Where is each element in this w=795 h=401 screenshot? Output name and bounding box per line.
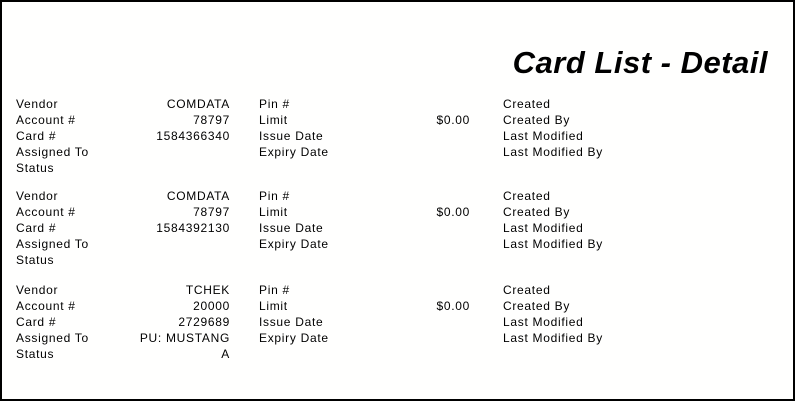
card-number-value: 1584392130 [156, 221, 230, 235]
issue-date-label: Issue Date [259, 221, 324, 235]
vendor-label: Vendor [16, 189, 59, 203]
card-record [2, 97, 795, 177]
assigned-to-label: Assigned To [16, 145, 89, 159]
limit-label: Limit [259, 299, 288, 313]
record-row [2, 221, 795, 237]
account-number-label: Account # [16, 299, 76, 313]
record-row [2, 189, 795, 205]
assigned-to-value: PU: MUSTANG [139, 331, 230, 345]
record-row [2, 253, 795, 269]
last-modified-by-label: Last Modified By [503, 145, 603, 159]
pin-label: Pin # [259, 189, 290, 203]
vendor-value: COMDATA [166, 97, 230, 111]
vendor-value: COMDATA [166, 189, 230, 203]
last-modified-by-label: Last Modified By [503, 237, 603, 251]
created-by-label: Created By [503, 113, 571, 127]
expiry-date-label: Expiry Date [259, 145, 329, 159]
card-number-label: Card # [16, 221, 57, 235]
limit-value: $0.00 [436, 299, 470, 313]
created-by-label: Created By [503, 299, 571, 313]
pin-label: Pin # [259, 97, 290, 111]
created-by-label: Created By [503, 205, 571, 219]
limit-value: $0.00 [436, 113, 470, 127]
vendor-value: TCHEK [185, 283, 230, 297]
limit-label: Limit [259, 205, 288, 219]
pin-label: Pin # [259, 283, 290, 297]
assigned-to-label: Assigned To [16, 237, 89, 251]
created-label: Created [503, 283, 551, 297]
card-number-label: Card # [16, 315, 57, 329]
assigned-to-label: Assigned To [16, 331, 89, 345]
last-modified-label: Last Modified [503, 129, 584, 143]
limit-value: $0.00 [436, 205, 470, 219]
status-value: A [221, 347, 230, 361]
issue-date-label: Issue Date [259, 129, 324, 143]
account-number-value: 78797 [193, 113, 230, 127]
account-number-label: Account # [16, 205, 76, 219]
report-title: Card List - Detail [512, 45, 768, 80]
card-number-label: Card # [16, 129, 57, 143]
last-modified-label: Last Modified [503, 221, 584, 235]
vendor-label: Vendor [16, 283, 59, 297]
record-row [2, 205, 795, 221]
record-row [2, 299, 795, 315]
record-row [2, 331, 795, 347]
status-label: Status [16, 347, 55, 361]
record-row [2, 161, 795, 177]
created-label: Created [503, 189, 551, 203]
record-row [2, 113, 795, 129]
record-row [2, 97, 795, 113]
limit-label: Limit [259, 113, 288, 127]
card-record [2, 283, 795, 363]
record-row [2, 315, 795, 331]
expiry-date-label: Expiry Date [259, 237, 329, 251]
card-record [2, 189, 795, 269]
record-row [2, 283, 795, 299]
expiry-date-label: Expiry Date [259, 331, 329, 345]
record-row [2, 145, 795, 161]
vendor-label: Vendor [16, 97, 59, 111]
record-row [2, 347, 795, 363]
card-number-value: 2729689 [178, 315, 230, 329]
account-number-value: 20000 [193, 299, 230, 313]
issue-date-label: Issue Date [259, 315, 324, 329]
account-number-label: Account # [16, 113, 76, 127]
status-label: Status [16, 161, 55, 175]
status-label: Status [16, 253, 55, 267]
record-row [2, 129, 795, 145]
account-number-value: 78797 [193, 205, 230, 219]
last-modified-by-label: Last Modified By [503, 331, 603, 345]
created-label: Created [503, 97, 551, 111]
card-number-value: 1584366340 [156, 129, 230, 143]
last-modified-label: Last Modified [503, 315, 584, 329]
record-row [2, 237, 795, 253]
